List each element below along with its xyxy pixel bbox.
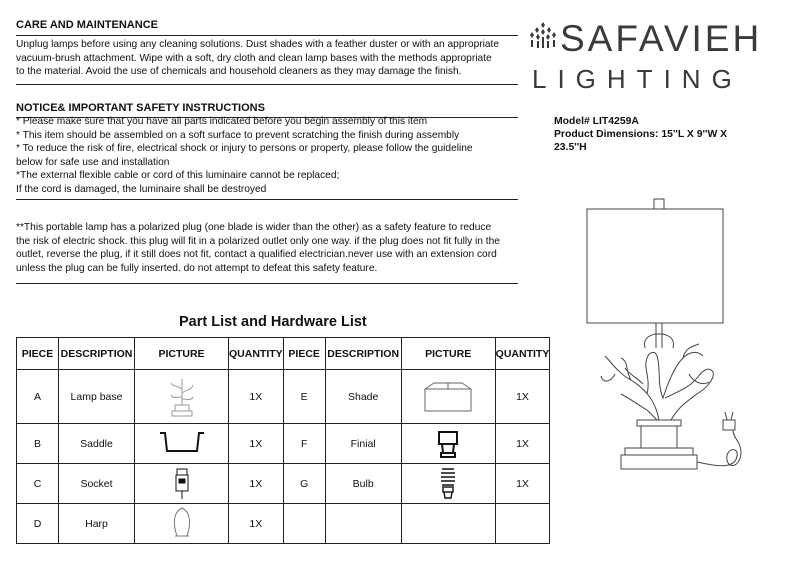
coral-lamp-drawing-icon [585,198,775,488]
header-picture: PICTURE [401,338,495,370]
piece-cell: B [17,424,59,464]
safety-paragraph [16,115,473,197]
safety-line: * To reduce the risk of fire, electrical shock or injury to persons or property, please follow the guideline [16,143,473,155]
header-description: DESCRIPTION [325,338,401,370]
plug-line: outlet, reverse the plug, if it still does not fit, contact a qualified electrician.never use with an extension cord [16,249,497,261]
picture-cell [401,464,495,504]
description-cell: Saddle [59,424,135,464]
table-header-row [17,338,550,370]
header-piece: PIECE [17,338,59,370]
picture-cell [401,370,495,424]
safety-bottom-divider [16,199,518,200]
safety-line: below for safe use and installation [16,156,170,168]
safety-line: *The external flexible cable or cord of this luminaire cannot be replaced; [16,170,340,182]
lamp-illustration [585,198,775,493]
table-row [17,424,550,464]
care-bottom-divider [16,84,518,85]
quantity-cell: 1X [229,424,284,464]
picture-cell [401,424,495,464]
harp-icon [167,506,197,542]
description-cell: Harp [59,504,135,544]
logo-wordmark-lighting: LIGHTING [532,64,743,94]
quantity-cell: 1X [495,370,550,424]
description-cell: Shade [325,370,401,424]
parts-table-title: Part List and Hardware List [179,314,367,330]
plug-line: the risk of electric shock. this plug will fit in a polarized outlet only one way. if the plug does not fit fully in the [16,235,500,247]
piece-cell: C [17,464,59,504]
spiral-bulb-icon [438,466,458,502]
description-cell: Lamp base [59,370,135,424]
header-description: DESCRIPTION [59,338,135,370]
product-dimensions-height: 23.5''H [554,142,587,153]
product-dimensions: Product Dimensions: 15''L X 9''W X [554,129,728,140]
header-piece: PIECE [283,338,325,370]
picture-cell [135,370,229,424]
safety-line: * Please make sure that you have all parts indicated before you begin assembly of this item [16,116,428,127]
logo-wordmark-safavieh: SAFAVIEH [560,18,763,59]
description-cell: Finial [325,424,401,464]
description-cell [325,504,401,544]
care-divider [16,35,518,36]
piece-cell: G [283,464,325,504]
description-cell: Bulb [325,464,401,504]
quantity-cell: 1X [495,424,550,464]
description-cell: Socket [59,464,135,504]
plug-line: **This portable lamp has a polarized plug (one blade is wider than the other) as a safety feature to reduce [16,222,492,233]
piece-cell: A [17,370,59,424]
shade-box-icon [422,379,474,415]
plug-bottom-divider [16,283,518,284]
care-line: vacuum-brush attachment. Wipe with a soft, dry cloth and clean lamp bases with the methods appropriate [16,52,492,64]
coral-lamp-base-icon [165,375,199,419]
piece-cell: D [17,504,59,544]
table-row [17,370,550,424]
picture-cell [401,504,495,544]
header-quantity: QUANTITY [495,338,550,370]
care-heading: CARE AND MAINTENANCE [16,19,158,31]
header-quantity: QUANTITY [229,338,284,370]
picture-cell [135,464,229,504]
quantity-cell: 1X [229,504,284,544]
piece-cell: F [283,424,325,464]
quantity-cell: 1X [495,464,550,504]
table-row [17,464,550,504]
safety-line: * This item should be assembled on a soft surface to prevent scratching the finish during assembly [16,129,460,141]
parts-table [16,337,550,544]
piece-cell [283,504,325,544]
finial-icon [436,429,460,459]
plug-line: unless the plug can be fully inserted. do not attempt to defeat this safety feature. [16,262,378,274]
header-picture: PICTURE [135,338,229,370]
safety-heading: NOTICE& IMPORTANT SAFETY INSTRUCTIONS [16,102,265,114]
product-model: Model# LIT4259A [554,116,639,127]
chandelier-logo-icon [528,22,558,48]
quantity-cell: 1X [229,464,284,504]
care-line: to the material. Avoid the use of chemicals and household cleaners as they may damage the finish. [16,66,462,78]
quantity-cell: 1X [229,370,284,424]
table-row [17,504,550,544]
picture-cell [135,424,229,464]
picture-cell [135,504,229,544]
plug-paragraph [16,221,500,275]
care-paragraph [16,38,499,79]
piece-cell: E [283,370,325,424]
saddle-bracket-icon [157,429,207,459]
care-line: Unplug lamps before using any cleaning solutions. Dust shades with a feather duster or with an appropriate [16,39,500,50]
quantity-cell [495,504,550,544]
safety-line: If the cord is damaged, the luminaire shall be destroyed [16,183,267,195]
socket-icon [172,467,192,501]
safavieh-logo [528,22,558,53]
